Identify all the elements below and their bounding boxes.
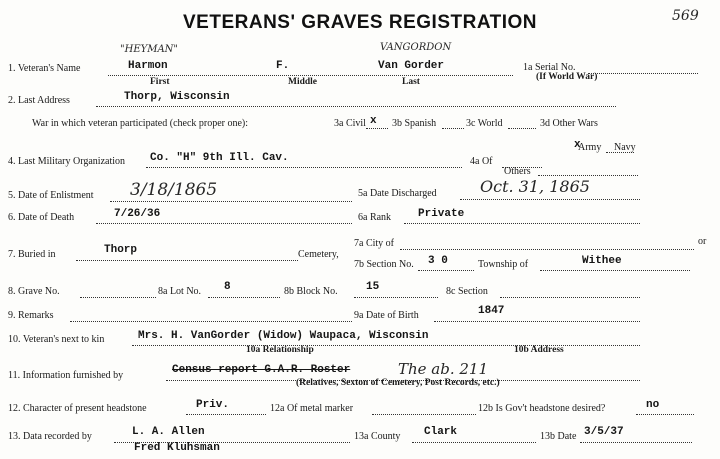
page-title: VETERANS' GRAVES REGISTRATION: [183, 12, 538, 33]
grave-section-line: [500, 297, 640, 298]
township-value: Withee: [582, 255, 622, 267]
death-date-label: 6. Date of Death: [8, 212, 75, 223]
last-address-value: Thorp, Wisconsin: [124, 91, 230, 103]
of-label: 4a Of: [470, 156, 493, 167]
govt-headstone-label: 12b Is Gov't headstone desired?: [478, 403, 606, 414]
birth-date-value: 1847: [478, 305, 505, 317]
county-value: Clark: [424, 426, 458, 438]
army-mark: x: [574, 139, 581, 151]
world-war-label: 3c World: [466, 118, 503, 129]
last-caption: Last: [402, 77, 420, 87]
corner-number: 569: [672, 8, 699, 24]
info-handwritten-note: The ab. 211: [398, 360, 489, 378]
city-label: 7a City of: [354, 238, 394, 249]
rank-line: [404, 223, 640, 224]
discharge-label: 5a Date Discharged: [358, 188, 437, 199]
lot-line: [208, 297, 280, 298]
block-line: [354, 297, 438, 298]
cemetery-label: Cemetery,: [298, 249, 339, 260]
rank-label: 6a Rank: [358, 212, 392, 223]
grave-no-label: 8. Grave No.: [8, 286, 60, 297]
navy-label: Navy: [614, 142, 636, 153]
spanish-war-label: 3b Spanish: [392, 118, 437, 129]
war-label: War in which veteran participated (check proper one):: [32, 118, 249, 129]
civil-war-mark: x: [370, 115, 377, 127]
township-label: Township of: [478, 259, 529, 270]
serial-label: 1a Serial No.: [523, 62, 576, 73]
or-label: or: [698, 236, 707, 247]
first-name-note: "HEYMAN": [120, 44, 179, 55]
discharge-date: Oct. 31, 1865: [480, 177, 590, 196]
veteran-name-line: [108, 75, 513, 76]
remarks-label: 9. Remarks: [8, 310, 54, 321]
death-date-value: 7/26/36: [114, 208, 161, 220]
grave-no-line: [80, 297, 156, 298]
army-label: Army: [578, 142, 602, 153]
county-line: [412, 442, 536, 443]
lot-value: 8: [224, 281, 231, 293]
recorded-by-label: 13. Data recorded by: [8, 431, 92, 442]
last-name-value: Van Gorder: [378, 60, 445, 72]
next-of-kin-label: 10. Veteran's next to kin: [8, 334, 105, 345]
world-war-line: [508, 128, 536, 129]
serial-line: [588, 73, 698, 74]
recorded-date-line: [580, 442, 692, 443]
section-line: [418, 270, 474, 271]
info-furnished-value: Census report G.A.R. Roster: [172, 364, 351, 376]
remarks-line: [70, 321, 352, 322]
headstone-value: Priv.: [196, 399, 230, 411]
section-value: 3 0: [428, 255, 448, 267]
block-value: 15: [366, 281, 380, 293]
buried-in-value: Thorp: [104, 244, 138, 256]
birth-date-label: 9a Date of Birth: [354, 310, 419, 321]
last-address-line: [96, 106, 616, 107]
buried-in-label: 7. Buried in: [8, 249, 56, 260]
govt-headstone-line: [636, 414, 694, 415]
lot-label: 8a Lot No.: [158, 286, 202, 297]
block-label: 8b Block No.: [284, 286, 338, 297]
headstone-line: [186, 414, 266, 415]
recorded-by-value-2: Fred Kluhsman: [134, 442, 220, 454]
buried-in-line: [76, 260, 298, 261]
section-label: 7b Section No.: [354, 259, 414, 270]
recorded-by-value: L. A. Allen: [132, 426, 205, 438]
govt-headstone-value: no: [646, 399, 660, 411]
veteran-name-label: 1. Veteran's Name: [8, 63, 81, 74]
metal-marker-line: [372, 414, 476, 415]
last-address-label: 2. Last Address: [8, 95, 70, 106]
recorded-date-value: 3/5/37: [584, 426, 624, 438]
military-org-line: [146, 167, 462, 168]
others-line: [538, 175, 638, 176]
info-furnished-label: 11. Information furnished by: [8, 370, 124, 381]
headstone-label: 12. Character of present headstone: [8, 403, 147, 414]
first-name-value: Harmon: [128, 60, 168, 72]
civil-war-line: [366, 128, 388, 129]
enlistment-line: [110, 201, 352, 202]
enlistment-label: 5. Date of Enlistment: [8, 190, 94, 201]
next-of-kin-value: Mrs. H. VanGorder (Widow) Waupaca, Wisconsin: [138, 330, 429, 342]
metal-marker-label: 12a Of metal marker: [270, 403, 354, 414]
death-date-line: [96, 223, 352, 224]
township-line: [540, 270, 690, 271]
county-label: 13a County: [354, 431, 401, 442]
middle-name-value: F.: [276, 60, 290, 72]
city-line: [400, 249, 694, 250]
info-furnished-caption: (Relatives, Sexton of Cemetery, Post Records, etc.): [296, 378, 500, 388]
other-wars-label: 3d Other Wars: [540, 118, 598, 129]
recorded-date-label: 13b Date: [540, 431, 577, 442]
spanish-war-line: [442, 128, 464, 129]
grave-section-label: 8c Section: [446, 286, 488, 297]
birth-date-line: [434, 321, 640, 322]
relationship-caption: 10a Relationship: [246, 345, 314, 355]
last-name-note: VANGORDON: [380, 42, 452, 53]
rank-value: Private: [418, 208, 465, 220]
others-label: Others: [504, 166, 531, 177]
military-org-label: 4. Last Military Organization: [8, 156, 126, 167]
military-org-value: Co. "H" 9th Ill. Cav.: [150, 152, 289, 164]
address-caption: 10b Address: [514, 345, 564, 355]
serial-caption: (If World War): [536, 72, 598, 82]
enlistment-date: 3/18/1865: [130, 180, 218, 200]
middle-caption: Middle: [288, 77, 318, 87]
civil-war-label: 3a Civil: [334, 118, 366, 129]
discharge-line: [460, 199, 640, 200]
first-caption: First: [150, 77, 170, 87]
